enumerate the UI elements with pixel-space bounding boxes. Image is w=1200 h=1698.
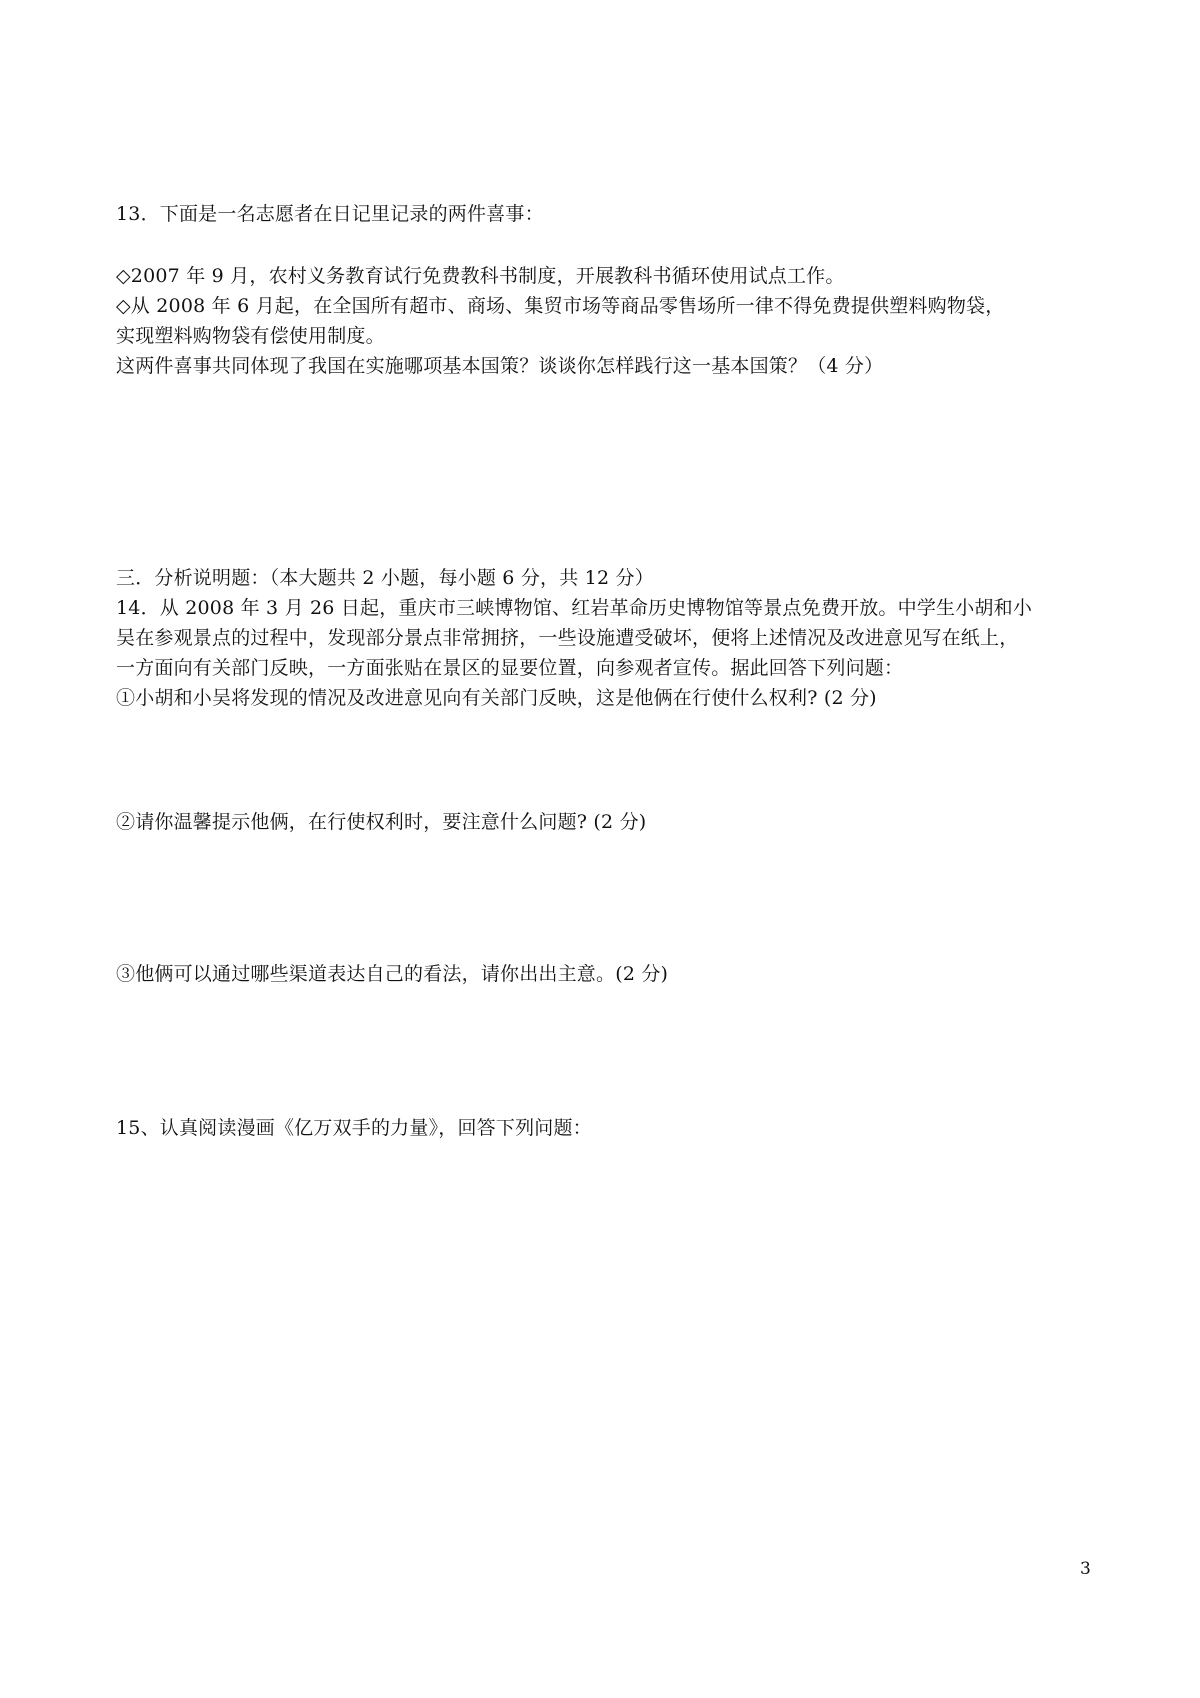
question-14-line-2: 吴在参观景点的过程中，发现部分景点非常拥挤，一些设施遭受破坏，便将上述情况及改进意见写在纸上，	[116, 627, 1019, 649]
question-13-item-2-line-2: 实现塑料购物袋有偿使用制度。	[116, 325, 385, 347]
question-13-item-1: ◇2007 年 9 月，农村义务教育试行免费教科书制度，开展教科书循环使用试点工作。	[116, 265, 845, 287]
question-13-item-2-line-1: ◇从 2008 年 6 月起，在全国所有超市、商场、集贸市场等商品零售场所一律不得免费提供塑料购物袋，	[116, 295, 1005, 317]
question-14-line-1: 14．从 2008 年 3 月 26 日起，重庆市三峡博物馆、红岩革命历史博物馆等景点免费开放。中学生小胡和小	[116, 597, 1033, 619]
question-15-intro: 15、认真阅读漫画《亿万双手的力量》，回答下列问题：	[116, 1117, 592, 1139]
question-14-sub-1: ①小胡和小吴将发现的情况及改进意见向有关部门反映，这是他俩在行使什么权利? (2 分)	[116, 687, 877, 709]
question-13-prompt: 这两件喜事共同体现了我国在实施哪项基本国策？谈谈你怎样践行这一基本国策？（4 分）	[116, 355, 884, 377]
section-3-heading: 三．分析说明题：（本大题共 2 小题，每小题 6 分，共 12 分）	[116, 567, 654, 589]
question-14-line-3: 一方面向有关部门反映，一方面张贴在景区的显要位置，向参观者宣传。据此回答下列问题：	[116, 657, 904, 679]
page-number: 3	[1080, 1559, 1091, 1579]
question-14-sub-2: ②请你温馨提示他俩，在行使权利时，要注意什么问题? (2 分)	[116, 811, 647, 833]
question-14-sub-3: ③他俩可以通过哪些渠道表达自己的看法，请你出出主意。(2 分)	[116, 963, 669, 985]
question-13-intro: 13．下面是一名志愿者在日记里记录的两件喜事：	[116, 203, 544, 225]
